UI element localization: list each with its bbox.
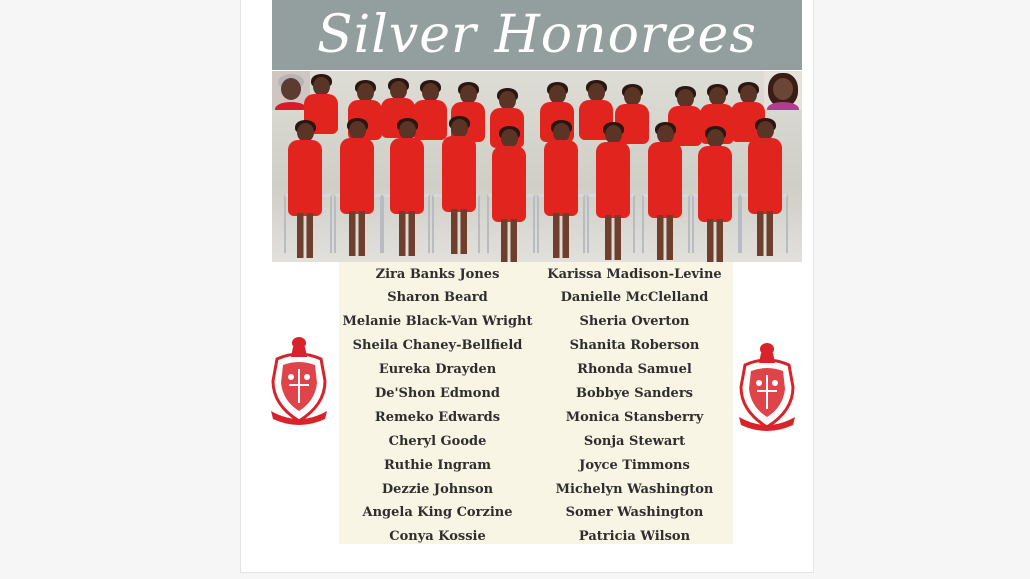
photo-person <box>334 121 380 261</box>
honoree-name: Sharon Beard <box>387 290 488 306</box>
sorority-crest-icon <box>269 333 329 425</box>
honoree-name: Bobbye Sanders <box>576 385 693 401</box>
honoree-name: Shanita Roberson <box>569 338 700 354</box>
inset-portrait-right <box>764 71 802 110</box>
honoree-name: Melanie Black-Van Wright <box>342 314 533 330</box>
photo-person <box>282 123 328 262</box>
group-photo <box>272 71 802 262</box>
honoree-name: Zira Banks Jones <box>375 266 500 282</box>
flyer-page <box>240 0 814 573</box>
honoree-name: Danielle McClelland <box>560 290 709 306</box>
honoree-name: Cheryl Goode <box>388 433 487 449</box>
photo-person <box>384 121 430 261</box>
honoree-name: De'Shon Edmond <box>375 385 500 401</box>
honoree-name: Patricia Wilson <box>578 529 691 545</box>
honoree-name: Ruthie Ingram <box>383 457 492 473</box>
photo-person <box>590 125 636 262</box>
photo-person <box>486 129 532 262</box>
page-title: Silver Honorees <box>317 5 757 65</box>
title-banner <box>272 0 802 70</box>
honoree-name: Angela King Corzine <box>362 505 513 521</box>
honoree-name: Conya Kossie <box>389 529 486 545</box>
honoree-name: Rhonda Samuel <box>577 362 692 378</box>
honoree-name: Dezzie Johnson <box>381 481 494 497</box>
honorees-list <box>339 262 733 544</box>
sorority-crest-icon <box>737 339 797 431</box>
honoree-name: Monica Stansberry <box>565 409 704 425</box>
honoree-name: Remeko Edwards <box>374 409 501 425</box>
photo-person <box>538 123 584 262</box>
honoree-name: Michelyn Washington <box>555 481 714 497</box>
photo-person <box>692 129 738 262</box>
honorees-column-left <box>339 262 536 549</box>
honoree-name: Sonja Stewart <box>583 433 686 449</box>
honoree-name: Sheila Chaney-Bellfield <box>352 338 523 354</box>
photo-person <box>742 121 788 261</box>
honoree-name: Karissa Madison-Levine <box>547 266 722 282</box>
honoree-name: Eureka Drayden <box>378 362 497 378</box>
photo-person <box>642 125 688 262</box>
honoree-name: Sheria Overton <box>579 314 690 330</box>
photo-person <box>436 119 482 259</box>
honorees-column-right <box>536 262 733 549</box>
honoree-name: Somer Washington <box>565 505 704 521</box>
honoree-name: Joyce Timmons <box>579 457 690 473</box>
